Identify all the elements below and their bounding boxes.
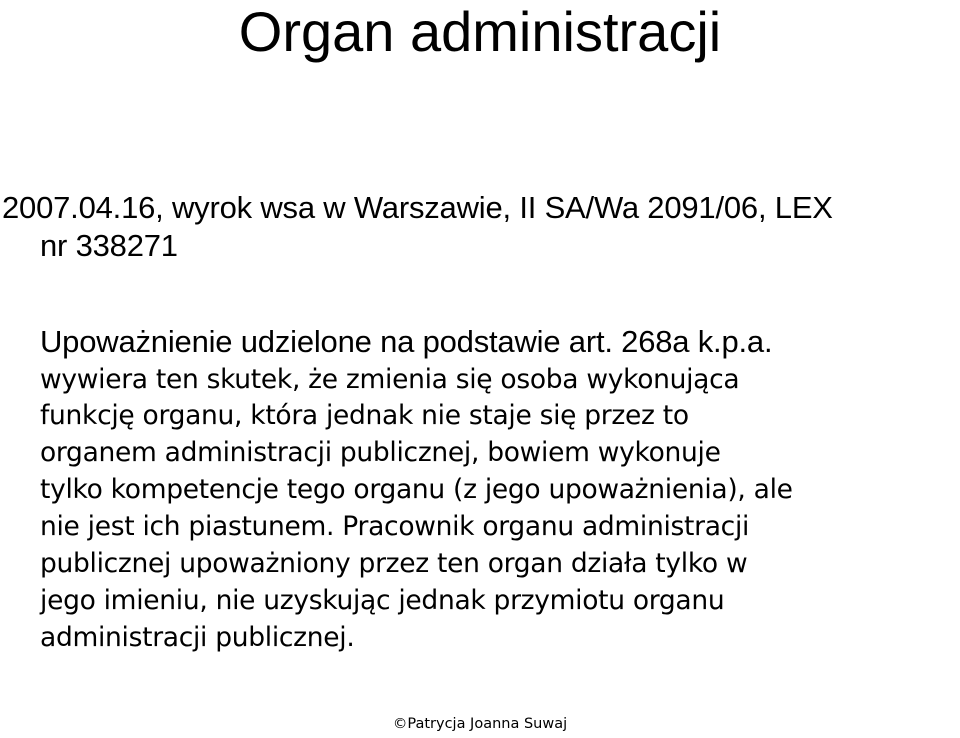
paragraph-line: nie jest ich piastunem. Pracownik organu administracji xyxy=(40,511,750,542)
paragraph-line: publicznej upoważniony przez ten organ działa tylko w xyxy=(40,548,748,579)
paragraph-line: funkcję organu, która jednak nie staje się przez to xyxy=(40,400,689,431)
citation-line: 2007.04.16, wyrok wsa w Warszawie, II SA/Wa 2091/06, LEX xyxy=(2,190,833,225)
slide-title: Organ administracji xyxy=(238,0,722,63)
paragraph-line: Upoważnienie udzielone na podstawie art. 268a k.p.a. xyxy=(40,324,773,359)
paragraph-line: administracji publicznej. xyxy=(40,622,355,653)
paragraph-line: organem administracji publicznej, bowiem wykonuje xyxy=(40,437,721,468)
citation-line: nr 338271 xyxy=(40,228,178,263)
paragraph-line: tylko kompetencje tego organu (z jego upoważnienia), ale xyxy=(40,474,793,505)
paragraph-line: wywiera ten skutek, że zmienia się osoba wykonująca xyxy=(40,364,740,395)
copyright-footer: ©Patrycja Joanna Suwaj xyxy=(392,716,568,732)
paragraph-line: jego imieniu, nie uzyskując jednak przymiotu organu xyxy=(40,585,725,616)
